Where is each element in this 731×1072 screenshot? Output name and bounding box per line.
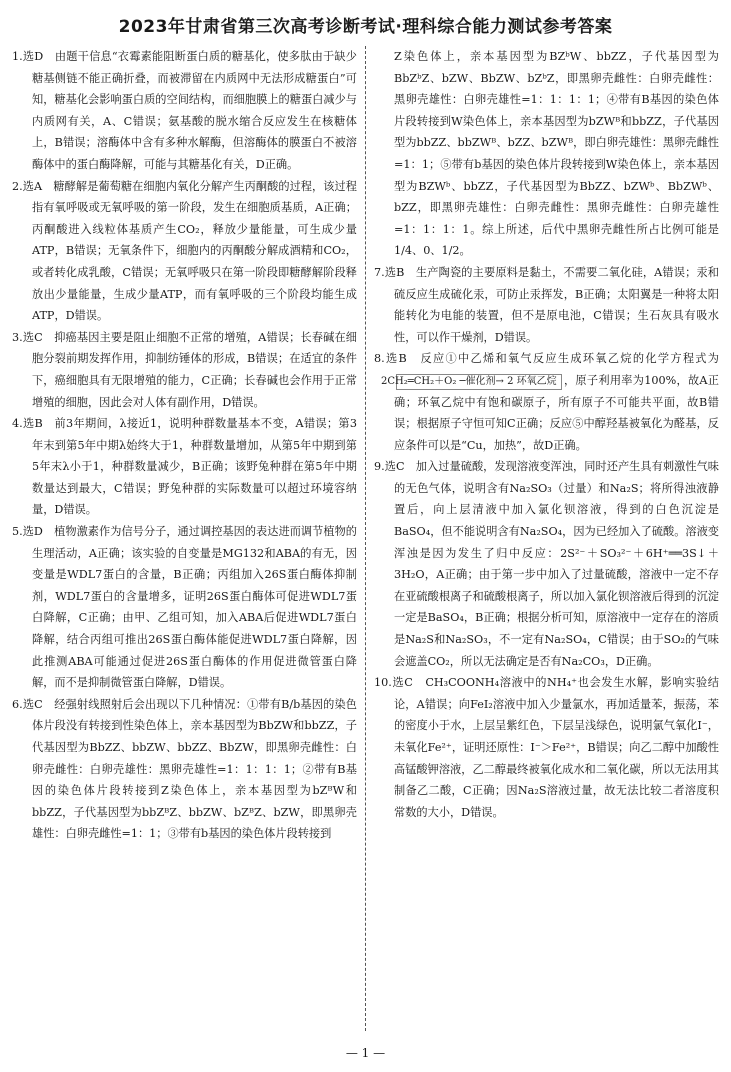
answer-item: 4.选B 前3年期间，λ接近1，说明种群数量基本不变，A错误；第3年末到第5年中期λ始终大于1，种群数量增加，从第5年中期到第5年末λ小于1，种群数量减少，B正确；该野兔种群在第5年中期数量达到最大，C错误；野兔种群的实际数量可以超过环境容纳量，D错误。 [12,417,357,517]
answer-item: 3.选C 抑癌基因主要是阻止细胞不正常的增殖，A错误；长春碱在细胞分裂前期发挥作用，抑制纺锤体的形成，B错误；在适宜的条件下，癌细胞具有无限增殖的能力，C正确；长春碱也会作用于正常增殖的细胞，因此会对人体有副作用，D错误。 [12,330,357,409]
answer-item: 10.选C CH₃COONH₄溶液中的NH₄⁺也会发生水解，影响实验结论，A错误；向FeI₂溶液中加入少量氯水，再加适量苯，振荡，苯的密度小于水，上层呈紫红色，下层呈浅绿色，说明氯气氧化I⁻，未氧化Fe²⁺，证明还原性：I⁻＞Fe²⁺，B错误；向乙二醇中加酸性高锰酸钾溶液，乙二醇最终被氧化成水和二氧化碳，所以无法用其制备乙二酸，C正确；因Na₂S溶液过量，故无法比较二者溶度积常数的大小，D错误。 [374,676,719,819]
answer-item: 9.选C 加入过量硫酸，发现溶液变浑浊，同时还产生具有刺激性气味的无色气体，说明含有Na₂SO₃（过量）和Na₂S；将所得浊液静置后，向上层清液中加入氯化钡溶液，得到的白色沉淀是BaSO₄，但不能说明含有Na₂SO₄，因为已经加入了硫酸。溶液变浑浊是因为发生了归中反应：2S²⁻＋SO₃²⁻＋6H⁺══3S↓＋3H₂O，A正确；由于第一步中加入了过量硫酸，溶液中一定不存在亚硫酸根离子和硫酸根离子，所以加入氯化钡溶液后得到的沉淀一定是BaSO₄，B正确；根据分析可知，原溶液中一定存在的溶质是Na₂S和Na₂SO₃，不一定有Na₂SO₄，C错误；由于SO₂的气味会遮盖CO₂，所以无法确定是否有Na₂CO₃，D正确。 [374,460,719,668]
page-number: — 1 — [345,1046,386,1060]
answer-item: 5.选D 植物激素作为信号分子，通过调控基因的表达进而调节植物的生理活动，A正确；该实验的自变量是MG132和ABA的有无，因变量是WDL7蛋白的含量，B正确；丙组加入26S蛋白酶体抑制剂，WDL7蛋白的含量增多，证明26S蛋白酶体可促进WDL7蛋白降解，C正确；由甲、乙组可知，加入ABA后促进WDL7蛋白降解，结合丙组可推出26S蛋白酶体能促进WDL7蛋白降解，因此推测ABA可能通过促进26S蛋白酶体的作用促进微管蛋白降解，而不是抑制微管蛋白降解，D错误。 [12,525,357,690]
answer-item: 7.选B 生产陶瓷的主要原料是黏土，不需要二氧化硅，A错误；汞和硫反应生成硫化汞，可防止汞挥发，B正确；太阳翼是一种将太阳能转化为电能的装置，但不是原电池，C错误；生石灰具有吸水性，可以作干燥剂，D错误。 [374,265,719,344]
answer-item-continued: Z染色体上，亲本基因型为BZᵇW、bbZZ，子代基因型为BbZᵇZ、bZW、BbZW、bZᵇZ，即黑卵壳雌性：白卵壳雌性：黑卵壳雄性：白卵壳雄性=1：1：1：1；④带有B基因的染色体片段转接到W染色体上，亲本基因型为bZWᴮ和bbZZ，子代基因型为bbZZ、bbZWᴮ、bZZ、bZWᴮ，即白卵壳雄性：黑卵壳雌性=1：1；⑤带有b基因的染色体片段转接到W染色体上，亲本基因型为BZWᵇ、bbZZ，子代基因型为BbZZ、bZWᵇ、BbZWᵇ、bZZ，即黑卵壳雄性：白卵壳雌性：黑卵壳雌性：白卵壳雄性=1：1：1：1。综上所述，后代中黑卵壳雌性所占比例可能是1/4、0、1/2。 [394,50,719,258]
answer-item-tail: ，原子利用率为100%，故A正确；环氧乙烷中有饱和碳原子，所有原子不可能共平面，故B错误；根据原子守恒可知C正确；反应⑤中醇羟基被氧化为醛基，反应条件可以是“Cu，加热”，故D正确。 [394,373,719,452]
answer-item [374,348,719,456]
right-column [374,46,719,1036]
answer-item-lead: 8.选B 反应①中乙烯和氧气反应生成环氧乙烷的化学方程式为 [374,352,719,366]
left-column [12,46,357,1036]
page-title: 2023年甘肃省第三次高考诊断考试·理科综合能力测试参考答案 [118,17,613,37]
chemical-equation: 2CH₂═CH₂＋O₂ ─催化剂→ 2 环氧乙烷 [396,374,562,390]
answer-item: 1.选D 由题干信息“衣霉素能阻断蛋白质的糖基化，使多肽由于缺少糖基侧链不能正确折叠，而被滞留在内质网中无法形成糖蛋白”可知，糖基化会影响蛋白质的空间结构，而细胞膜上的糖蛋白减少与内质网有关，A、C错误；氨基酸的脱水缩合反应发生在核糖体上，B错误；溶酶体中含有多种水解酶，但溶酶体的膜蛋白不被溶酶体中的蛋白酶降解，可能与其糖基化有关，D正确。 [12,50,357,171]
answer-item: 2.选A 糖酵解是葡萄糖在细胞内氧化分解产生丙酮酸的过程，该过程指有氧呼吸或无氧呼吸的第一阶段，发生在细胞质基质，A正确；丙酮酸进入线粒体基质产生CO₂，释放少量能量，可生成少量ATP，B错误；无氧条件下，细胞内的丙酮酸分解成酒精和CO₂，或者转化成乳酸，C错误；无氧呼吸只在第一阶段即糖酵解阶段释放出少量能量，生成少量ATP，而有氧呼吸的三个阶段均能生成ATP，D错误。 [12,179,357,323]
answer-item: 6.选C 经强射线照射后会出现以下几种情况：①带有B/b基因的染色体片段没有转接到性染色体上，亲本基因型为BbZW和bbZZ，子代基因型为BbZZ、bbZW、bbZZ、BbZW，即黑卵壳雌性：白卵壳雌性：白卵壳雄性：黑卵壳雄性=1：1：1：1；②带有B基因的染色体片段转接到Z染色体上，亲本基因型为bZᴮW和bbZZ，子代基因型为bbZᴮZ、bbZW、bZᴮZ、bZW，即黑卵壳雄性：白卵壳雌性=1：1；③带有b基因的染色体片段转接到 [12,697,357,841]
column-divider [365,46,366,1031]
